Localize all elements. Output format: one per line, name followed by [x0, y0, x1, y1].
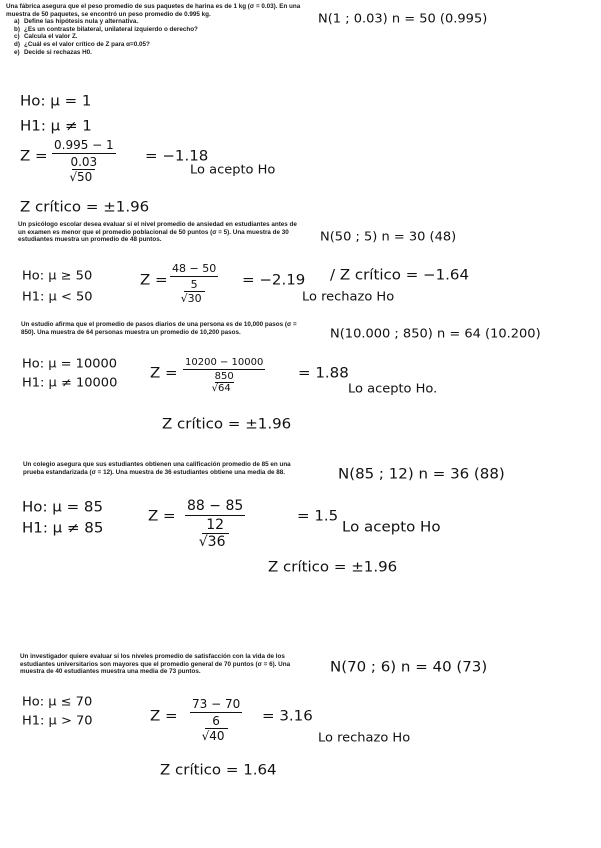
- z-denominator: 0.03 √ 50: [70, 155, 97, 184]
- z-value: = 1.88: [298, 364, 349, 382]
- distribution-note: N(70 ; 6) n = 40 (73): [330, 658, 488, 676]
- z-label: Z =: [140, 271, 168, 289]
- problem-3: [21, 321, 306, 336]
- null-hypothesis: Ho: μ ≥ 50: [22, 269, 93, 284]
- critical-value: / Z crítico = −1.64: [330, 266, 469, 284]
- z-fraction: [185, 498, 245, 550]
- list-item: e) Decide si rechazas H0.: [14, 48, 92, 56]
- fraction-bar: [185, 515, 245, 516]
- list-item: b) ¿Es un contraste bilateral, unilateral izquierdo o derecho?: [14, 25, 198, 33]
- fraction-bar: [190, 712, 242, 713]
- z-numerator: 88 − 85: [187, 498, 244, 514]
- problem-statement: Un estudio afirma que el promedio de pasos diarios de una persona es de 10,000 pasos (σ = 850). Una muestra de 64 personas muestra un promedio de 10,200 pasos.: [21, 321, 297, 336]
- alternative-hypothesis: H1: μ ≠ 85: [22, 519, 104, 537]
- z-denominator: 850 √ 64: [215, 371, 234, 394]
- critical-value: Z crítico = ±1.96: [268, 558, 398, 576]
- z-fraction: [183, 357, 265, 394]
- fraction-bar: [52, 153, 116, 154]
- critical-value: Z crítico = ±1.96: [162, 415, 292, 433]
- z-fraction: [52, 138, 116, 184]
- z-label: Z =: [150, 707, 178, 725]
- z-denominator: 6 √ 40: [205, 714, 228, 743]
- z-label: Z =: [148, 507, 176, 525]
- sqrt-n: √ 30: [184, 291, 205, 305]
- z-value: = 1.5: [297, 507, 339, 525]
- decision-text: Lo rechazo Ho: [318, 731, 411, 746]
- null-hypothesis: Ho: μ = 85: [22, 498, 104, 516]
- z-denominator: 12 √ 36: [202, 517, 229, 550]
- decision-text: Lo rechazo Ho: [302, 290, 395, 305]
- z-numerator: 48 − 50: [172, 262, 217, 275]
- problem-5: [20, 653, 310, 676]
- distribution-note: N(85 ; 12) n = 36 (88): [338, 465, 505, 483]
- z-label: Z =: [20, 147, 48, 165]
- null-hypothesis: Ho: μ ≤ 70: [22, 695, 93, 710]
- list-item: d) ¿Cuál es el valor crítico de Z para α=0.05?: [14, 40, 150, 48]
- alternative-hypothesis: H1: μ < 50: [22, 290, 93, 305]
- fraction-bar: [170, 276, 218, 277]
- z-numerator: 0.995 − 1: [54, 138, 114, 152]
- sqrt-n: √ 64: [215, 382, 234, 394]
- decision-text: Lo acepto Ho.: [348, 382, 438, 397]
- null-hypothesis: Ho: μ = 1: [20, 92, 92, 110]
- sqrt-n: √ 40: [205, 728, 228, 743]
- problem-statement: Un colegio asegura que sus estudiantes obtienen una calificación promedio de 85 en una prueba estandarizada (σ = 12). Una muestra de 36 estudiantes obtiene una media de 88.: [23, 461, 291, 476]
- critical-value: Z crítico = 1.64: [160, 761, 277, 779]
- problem-2: [18, 221, 303, 244]
- alternative-hypothesis: H1: μ ≠ 1: [20, 117, 92, 135]
- problem-statement: Un psicólogo escolar desea evaluar si el nivel promedio de ansiedad en estudiantes antes de un examen es menor que el promedio poblacional de 50 puntos (σ = 5). Una muestra de 30 estudiantes muestra un promedio de 48 puntos.: [18, 221, 297, 244]
- list-item: a) Define las hipótesis nula y alternativa.: [14, 18, 139, 26]
- z-value: = −2.19: [242, 271, 306, 289]
- sqrt-n: √ 36: [202, 533, 229, 550]
- problem-statement: Una fábrica asegura que el peso promedio de sus paquetes de harina es de 1 kg (σ = 0.03). En una muestra de 50 paquetes, se encontró un peso promedio de 0.995 kg.: [6, 3, 301, 18]
- z-label: Z =: [150, 364, 178, 382]
- decision-text: Lo acepto Ho: [342, 518, 441, 536]
- distribution-note: N(1 ; 0.03) n = 50 (0.995): [318, 12, 488, 27]
- z-fraction: [170, 262, 218, 305]
- z-value: = 3.16: [262, 707, 313, 725]
- z-numerator: 73 − 70: [192, 697, 241, 711]
- question-list: [6, 18, 306, 56]
- decision-text: Lo acepto Ho: [190, 163, 276, 178]
- critical-value: Z crítico = ±1.96: [20, 198, 150, 216]
- z-numerator: 10200 − 10000: [185, 357, 264, 368]
- problem-1: [6, 3, 306, 56]
- z-denominator: 5 √ 30: [184, 278, 205, 305]
- problem-4: [23, 461, 313, 476]
- alternative-hypothesis: H1: μ ≠ 10000: [22, 376, 118, 391]
- distribution-note: N(10.000 ; 850) n = 64 (10.200): [330, 327, 541, 342]
- problem-statement: Un investigador quiere evaluar si los niveles promedio de satisfacción con la vida de los estudiantes universitarios son mayores que el promedio general de 70 puntos (σ = 6). Una muestra de 40 estudiantes muestra una media de 73 puntos.: [20, 653, 291, 676]
- fraction-bar: [183, 369, 265, 370]
- null-hypothesis: Ho: μ = 10000: [22, 357, 118, 372]
- sqrt-n: √ 50: [72, 169, 95, 184]
- z-fraction: [190, 697, 242, 743]
- distribution-note: N(50 ; 5) n = 30 (48): [320, 230, 457, 245]
- z-value: = −1.18: [145, 147, 209, 165]
- list-item: c) Calcula el valor Z.: [14, 33, 78, 41]
- alternative-hypothesis: H1: μ > 70: [22, 714, 93, 729]
